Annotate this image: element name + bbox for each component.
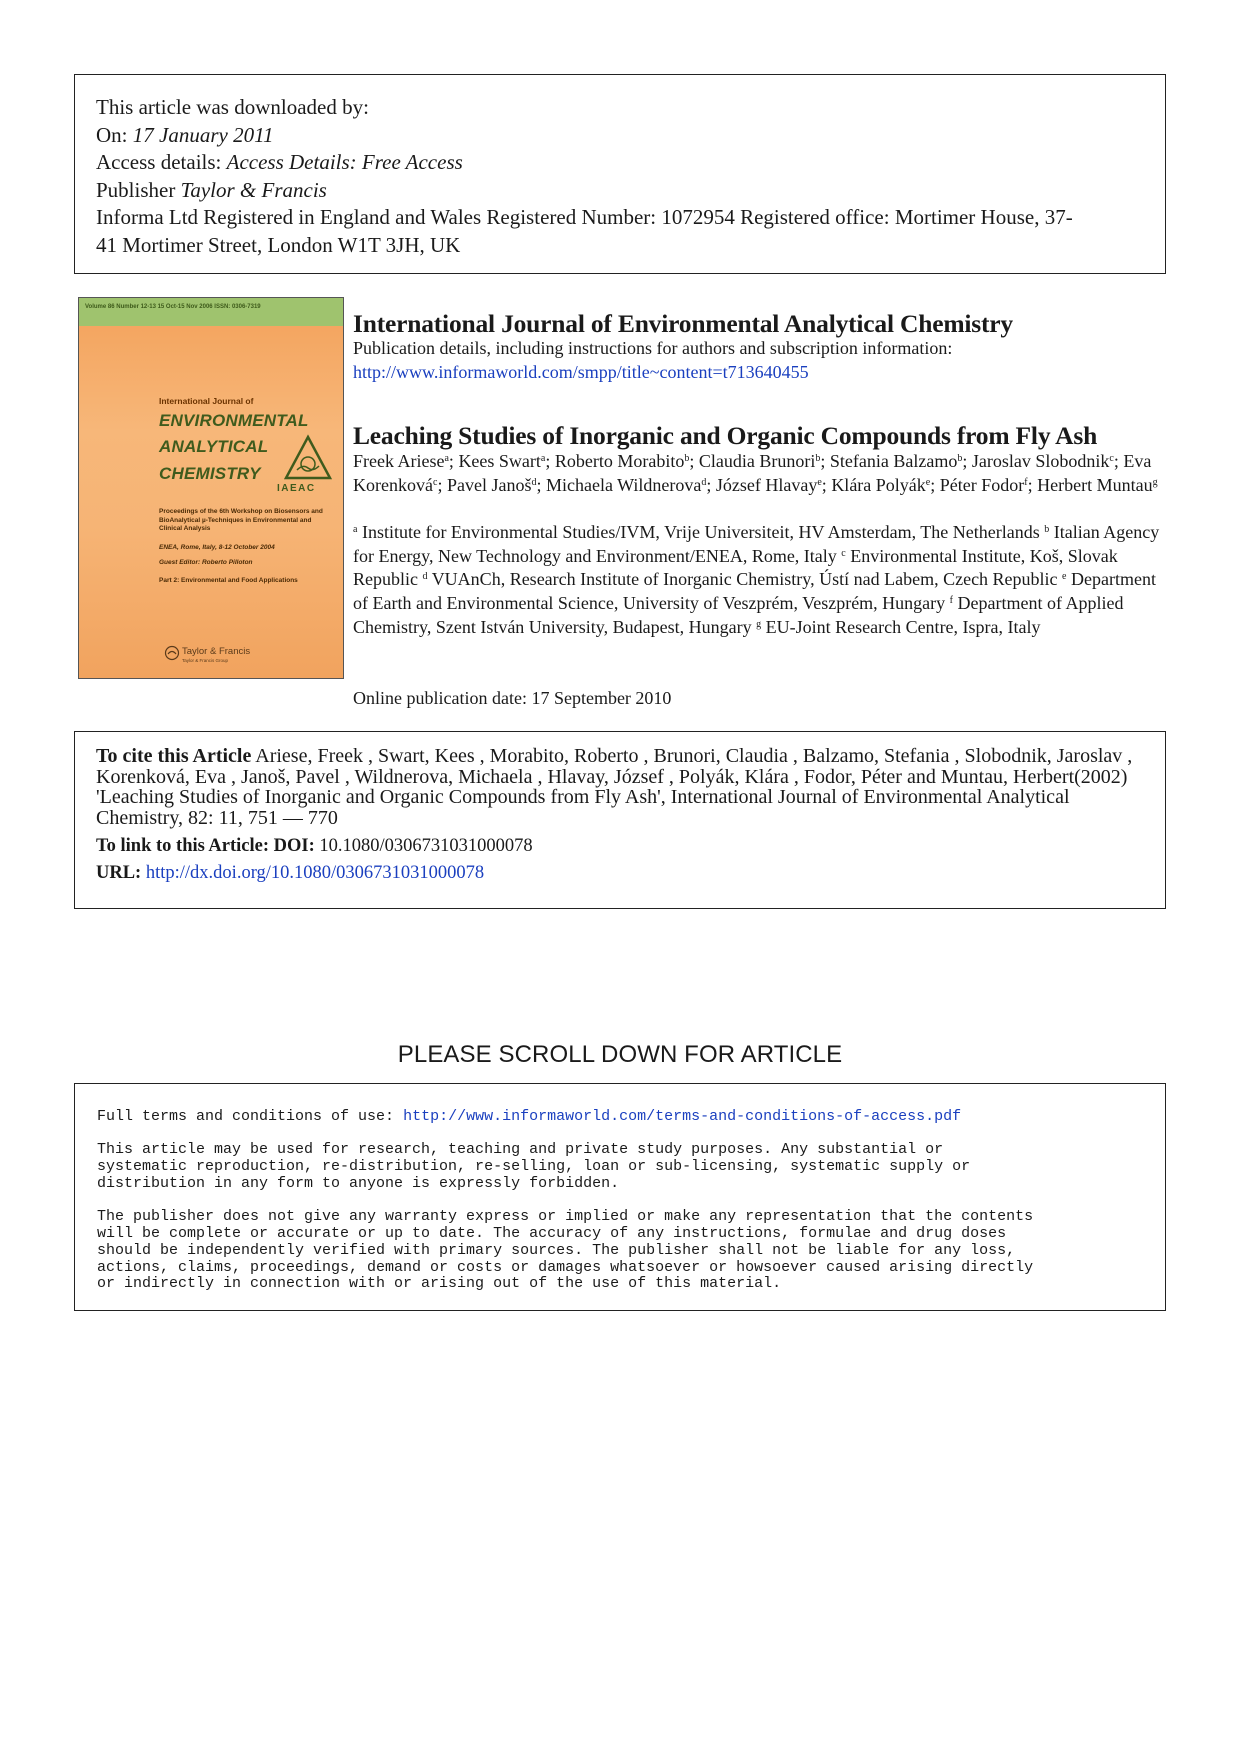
author: Herbert Muntau (1037, 474, 1153, 495)
author-affiliation-marker: b (815, 453, 821, 464)
cover-top-strip (79, 298, 343, 326)
author-affiliation-marker: c (432, 476, 438, 488)
affiliation: EU-Joint Research Centre, Ispra, Italy (765, 616, 1041, 637)
doi-line (96, 835, 1145, 857)
author-separator: ; (706, 474, 716, 495)
download-info-box (74, 74, 1166, 274)
affiliation-marker: d (422, 571, 428, 583)
cover-publisher: Taylor & Francis (182, 646, 251, 657)
author-affiliation-marker: e (817, 476, 822, 488)
doi-label: To link to this Article: DOI: (96, 836, 315, 856)
author: Jaroslav Slobodnik (971, 451, 1110, 471)
url-label: URL: (96, 863, 142, 883)
cover-venue: ENEA, Rome, Italy, 8-12 October 2004 (159, 544, 275, 551)
journal-url-link[interactable]: http://www.informaworld.com/smpp/title~content=t713640455 (353, 362, 809, 382)
affiliation-marker: b (1044, 524, 1050, 535)
affiliation: Italian Agency for Energy, New Technology and Environment/ENEA, Rome, Italy (353, 522, 1160, 566)
downloaded-by: This article was downloaded by: (96, 95, 369, 119)
cover-proceedings: Proceedings of the 6th Workshop on Biosensors and BioAnalytical µ-Techniques in Environmental and Clinical Analysis (159, 508, 323, 532)
author-affiliation-marker: g (1152, 476, 1158, 488)
author: Péter Fodor (939, 474, 1025, 495)
cover-title-line1: ENVIRONMENTAL (159, 411, 309, 430)
affiliation: VUAnCh, Research Institute of Inorganic Chemistry, Ústí nad Labem, Czech Republic (431, 569, 1058, 590)
publication-details: Publication details, including instructions for authors and subscription information: (353, 338, 953, 358)
author-separator: ; (448, 451, 459, 471)
online-publication-date: Online publication date: 17 September 2010 (353, 688, 672, 708)
author: Klára Polyák (831, 474, 926, 495)
author-affiliation-marker: b (684, 453, 690, 464)
journal-title: International Journal of Environmental Analytical Chemistry (353, 309, 1013, 338)
author-separator: ; (545, 451, 555, 471)
author-affiliation-marker: b (957, 453, 963, 464)
author: Michaela Wildnerova (545, 474, 702, 495)
taylor-francis-logo-icon (164, 645, 180, 661)
author-separator: ; (1113, 451, 1124, 471)
terms-box (74, 1083, 1166, 1311)
author-affiliation-marker: a (540, 453, 546, 464)
author: Claudia Brunori (698, 451, 816, 471)
author-separator: ; (962, 451, 972, 471)
author-affiliation-marker: c (1109, 453, 1114, 464)
registered-office-line1: Informa Ltd Registered in England and Wales Registered Number: 1072954 Registered office: Mortimer House, 37- (96, 205, 1073, 229)
affiliation-marker: a (353, 524, 358, 535)
author-separator: ; (437, 474, 447, 495)
author-list (353, 450, 1158, 497)
cover-issue-info: Volume 86 Number 12-13 15 Oct-15 Nov 2006 ISSN: 0306-7319 (85, 304, 261, 310)
article-title: Leaching Studies of Inorganic and Organic Compounds from Fly Ash (353, 421, 1098, 450)
iaeac-logo-icon (283, 434, 333, 484)
citation (96, 746, 1145, 828)
author: József Hlavay (715, 474, 818, 495)
cover-society: IAEAC (277, 483, 316, 494)
doi-value: 10.1080/0306731031000078 (319, 836, 533, 856)
author-separator: ; (821, 474, 832, 495)
cite-text: Ariese, Freek , Swart, Kees , Morabito, Roberto , Brunori, Claudia , Balzamo, Stefania , Slobodnik, Jaroslav , Korenková, Eva , Janoš, Pavel , Wildnerova, Michaela , Hlavay, József , Polyák, Klára , Fodor, Péter and Muntau, Herbert(2002) 'Leaching Studies of Inorganic and Organic Compounds from Fly Ash', International Journal of Environmental Analytical Chemistry, 82: 11, 751 — 770 (96, 745, 1133, 829)
affiliation-list (353, 521, 1163, 640)
url-line (96, 862, 1145, 884)
author-separator: ; (930, 474, 940, 495)
cover-publisher-sub: Taylor & Francis Group (182, 658, 229, 663)
affiliation-marker: g (756, 618, 762, 630)
terms-usage-paragraph: This article may be used for research, teaching and private study purposes. Any substantial or systematic reproduction, re-distribution, re-selling, loan or sub-licensing, systematic supply or distribution in any form to anyone is expressly forbidden. (97, 1141, 971, 1192)
affiliation: Institute for Environmental Studies/IVM, Vrije Universiteit, HV Amsterdam, The Netherlands (361, 522, 1040, 542)
affiliation-marker: c (841, 547, 846, 559)
access-details: Access details: Access Details: Free Access (96, 150, 463, 174)
publisher: Publisher Taylor & Francis (96, 177, 327, 202)
cite-label: To cite this Article (96, 745, 252, 767)
terms-url-line: Full terms and conditions of use: http://www.informaworld.com/terms-and-conditions-of-access.pdf (97, 1108, 962, 1125)
registered-office-line2: 41 Mortimer Street, London W1T 3JH, UK (96, 232, 461, 257)
cover-journal-of: International Journal of (159, 396, 254, 406)
affiliation: Environmental Institute, Koš, Slovak Republic (353, 545, 1118, 590)
cover-title-line3: CHEMISTRY (159, 464, 261, 483)
scroll-notice: PLEASE SCROLL DOWN FOR ARTICLE (397, 1041, 843, 1068)
author-affiliation-marker: e (925, 476, 931, 488)
author: Pavel Janoš (446, 474, 532, 495)
terms-url-link[interactable]: http://www.informaworld.com/terms-and-conditions-of-access.pdf (403, 1108, 962, 1125)
doi-url-link[interactable]: http://dx.doi.org/10.1080/0306731031000078 (145, 863, 485, 883)
author-separator: ; (1027, 474, 1038, 495)
cover-title-line2: ANALYTICAL (159, 437, 269, 456)
terms-warranty-paragraph: The publisher does not give any warranty express or implied or make any representation that the contents will be complete or accurate or up to date. The accuracy of any instructions, formulae and drug doses should be independently verified with primary sources. The publisher shall not be liable for any loss, actions, claims, proceedings, demand or costs or damages whatsoever or howsoever caused arising directly or indirectly in connection with or arising out of the use of this material. (97, 1208, 1034, 1293)
cover-part: Part 2: Environmental and Food Applications (159, 577, 298, 584)
journal-cover-image (78, 297, 344, 679)
cover-guest-editor: Guest Editor: Roberto Pilloton (159, 559, 253, 566)
author: Kees Swart (458, 451, 541, 471)
citation-box (74, 731, 1166, 909)
author-affiliation-marker: d (701, 476, 707, 488)
author-separator: ; (689, 451, 699, 471)
download-date: On: 17 January 2011 (96, 122, 274, 147)
author-affiliation-marker: d (531, 476, 537, 488)
affiliation: Department of Earth and Environmental Science, University of Veszprém, Veszprém, Hungary (353, 569, 1156, 614)
author: Eva Korenková (353, 451, 1152, 495)
affiliation-marker: e (1062, 571, 1067, 583)
author-affiliation-marker: a (444, 453, 449, 464)
author: Roberto Morabito (554, 451, 685, 471)
author: Freek Ariese (353, 451, 445, 471)
author-separator: ; (820, 451, 830, 471)
author: Stefania Balzamo (829, 451, 958, 471)
affiliation: Department of Applied Chemistry, Szent István University, Budapest, Hungary (353, 593, 1124, 637)
affiliation-marker: f (949, 595, 954, 607)
author-affiliation-marker: f (1024, 476, 1028, 488)
author-separator: ; (536, 474, 546, 495)
